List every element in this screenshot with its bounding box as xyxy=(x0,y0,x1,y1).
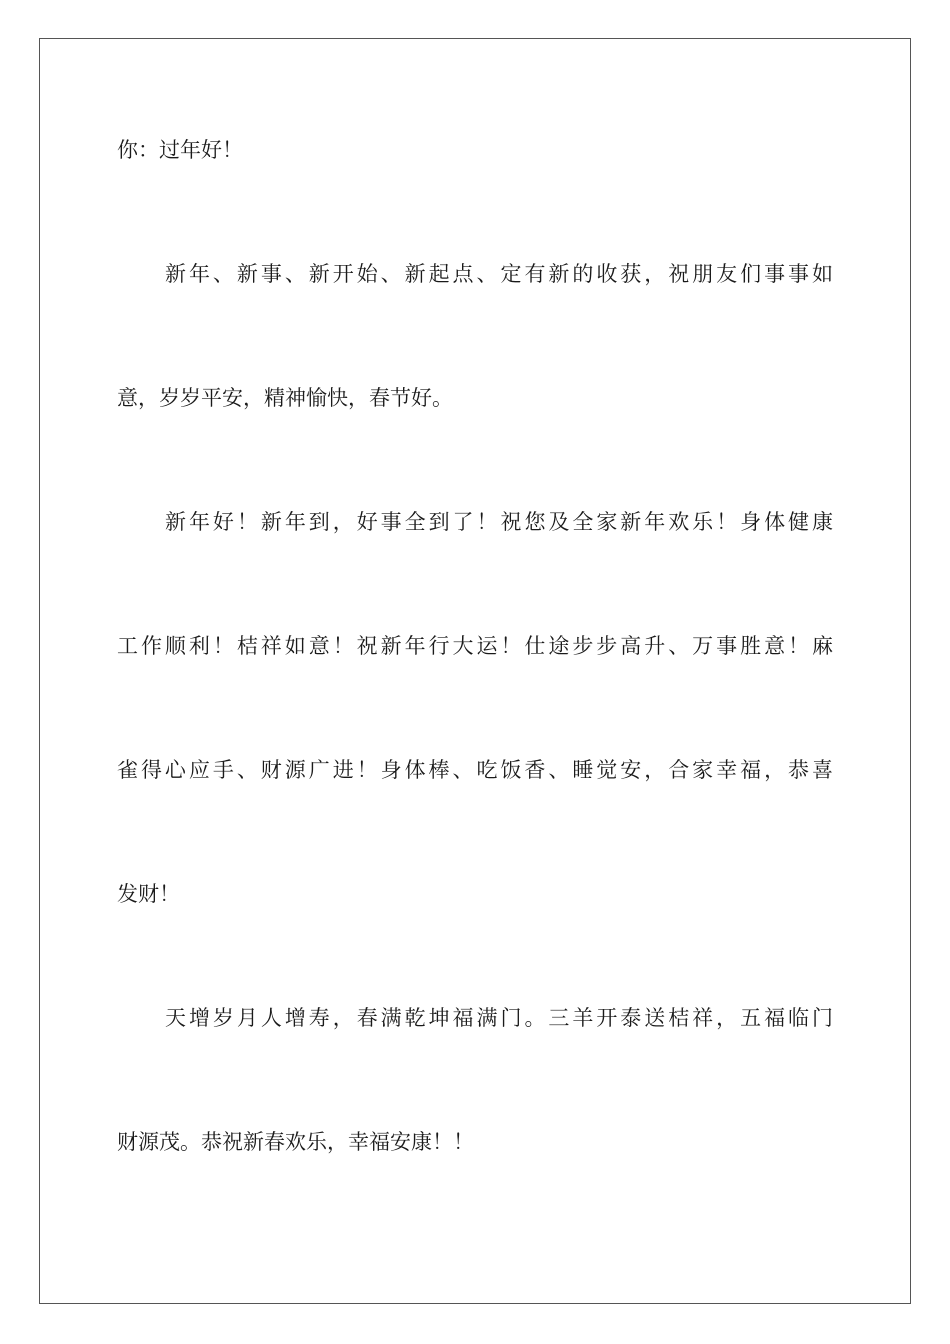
paragraph-2-line-4: 发财！ xyxy=(117,882,180,906)
paragraph-1-line-2: 意，岁岁平安，精神愉快，春节好。 xyxy=(117,386,453,410)
page-frame xyxy=(39,38,911,1304)
paragraph-2-line-1: 新年好！新年到，好事全到了！祝您及全家新年欢乐！身体健康 xyxy=(165,510,833,534)
paragraph-3-line-1: 天增岁月人增寿，春满乾坤福满门。三羊开泰送桔祥，五福临门 xyxy=(165,1006,833,1030)
greeting-line: 你：过年好！ xyxy=(117,138,243,162)
paragraph-2-line-3: 雀得心应手、财源广进！身体棒、吃饭香、睡觉安，合家幸福，恭喜 xyxy=(117,758,833,782)
paragraph-1-line-1: 新年、新事、新开始、新起点、定有新的收获，祝朋友们事事如 xyxy=(165,262,833,286)
paragraph-3-line-2: 财源茂。恭祝新春欢乐，幸福安康！！ xyxy=(117,1130,474,1154)
paragraph-2-line-2: 工作顺利！桔祥如意！祝新年行大运！仕途步步高升、万事胜意！麻 xyxy=(117,634,833,658)
